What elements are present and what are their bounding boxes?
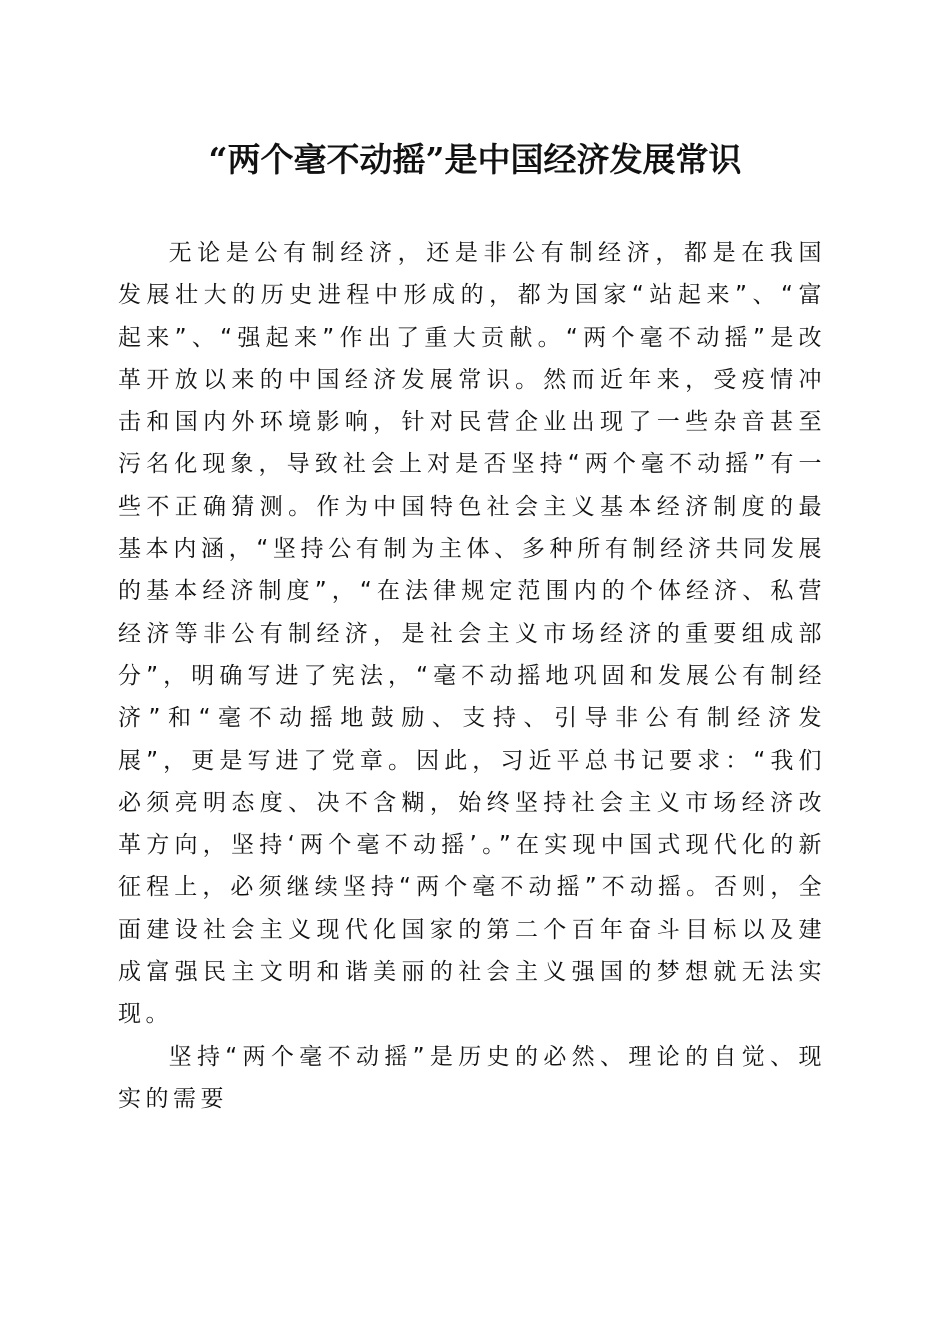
document-title: “两个毫不动摇”是中国经济发展常识	[208, 140, 742, 179]
paragraph-section-heading: 坚持“两个毫不动摇”是历史的必然、理论的自觉、现实的需要	[118, 1043, 826, 1112]
paragraph-intro: 无论是公有制经济，还是非公有制经济，都是在我国发展壮大的历史进程中形成的，都为国家“站起来”、“富起来”、“强起来”作出了重大贡献。“两个毫不动摇”是改革开放以来的中国经济发展常识。然而近年来，受疫情冲击和国内外环境影响，针对民营企业出现了一些杂音甚至污名化现象，导致社会上对是否坚持“两个毫不动摇”有一些不正确猜测。作为中国特色社会主义基本经济制度的最基本内涵，“坚持公有制为主体、多种所有制经济共同发展的基本经济制度”，“在法律规定范围内的个体经济、私营经济等非公有制经济，是社会主义市场经济的重要组成部分”，明确写进了宪法，“毫不动摇地巩固和发展公有制经济”和“毫不动摇地鼓励、支持、引导非公有制经济发展”，更是写进了党章。因此，习近平总书记要求：“我们必须亮明态度、决不含糊，始终坚持社会主义市场经济改革方向，坚持‘两个毫不动摇’。”在实现中国式现代化的新征程上，必须继续坚持“两个毫不动摇”不动摇。否则，全面建设社会主义现代化国家的第二个百年奋斗目标以及建成富强民主文明和谐美丽的社会主义强国的梦想就无法实现。	[118, 240, 826, 1028]
document-body	[118, 232, 826, 1120]
